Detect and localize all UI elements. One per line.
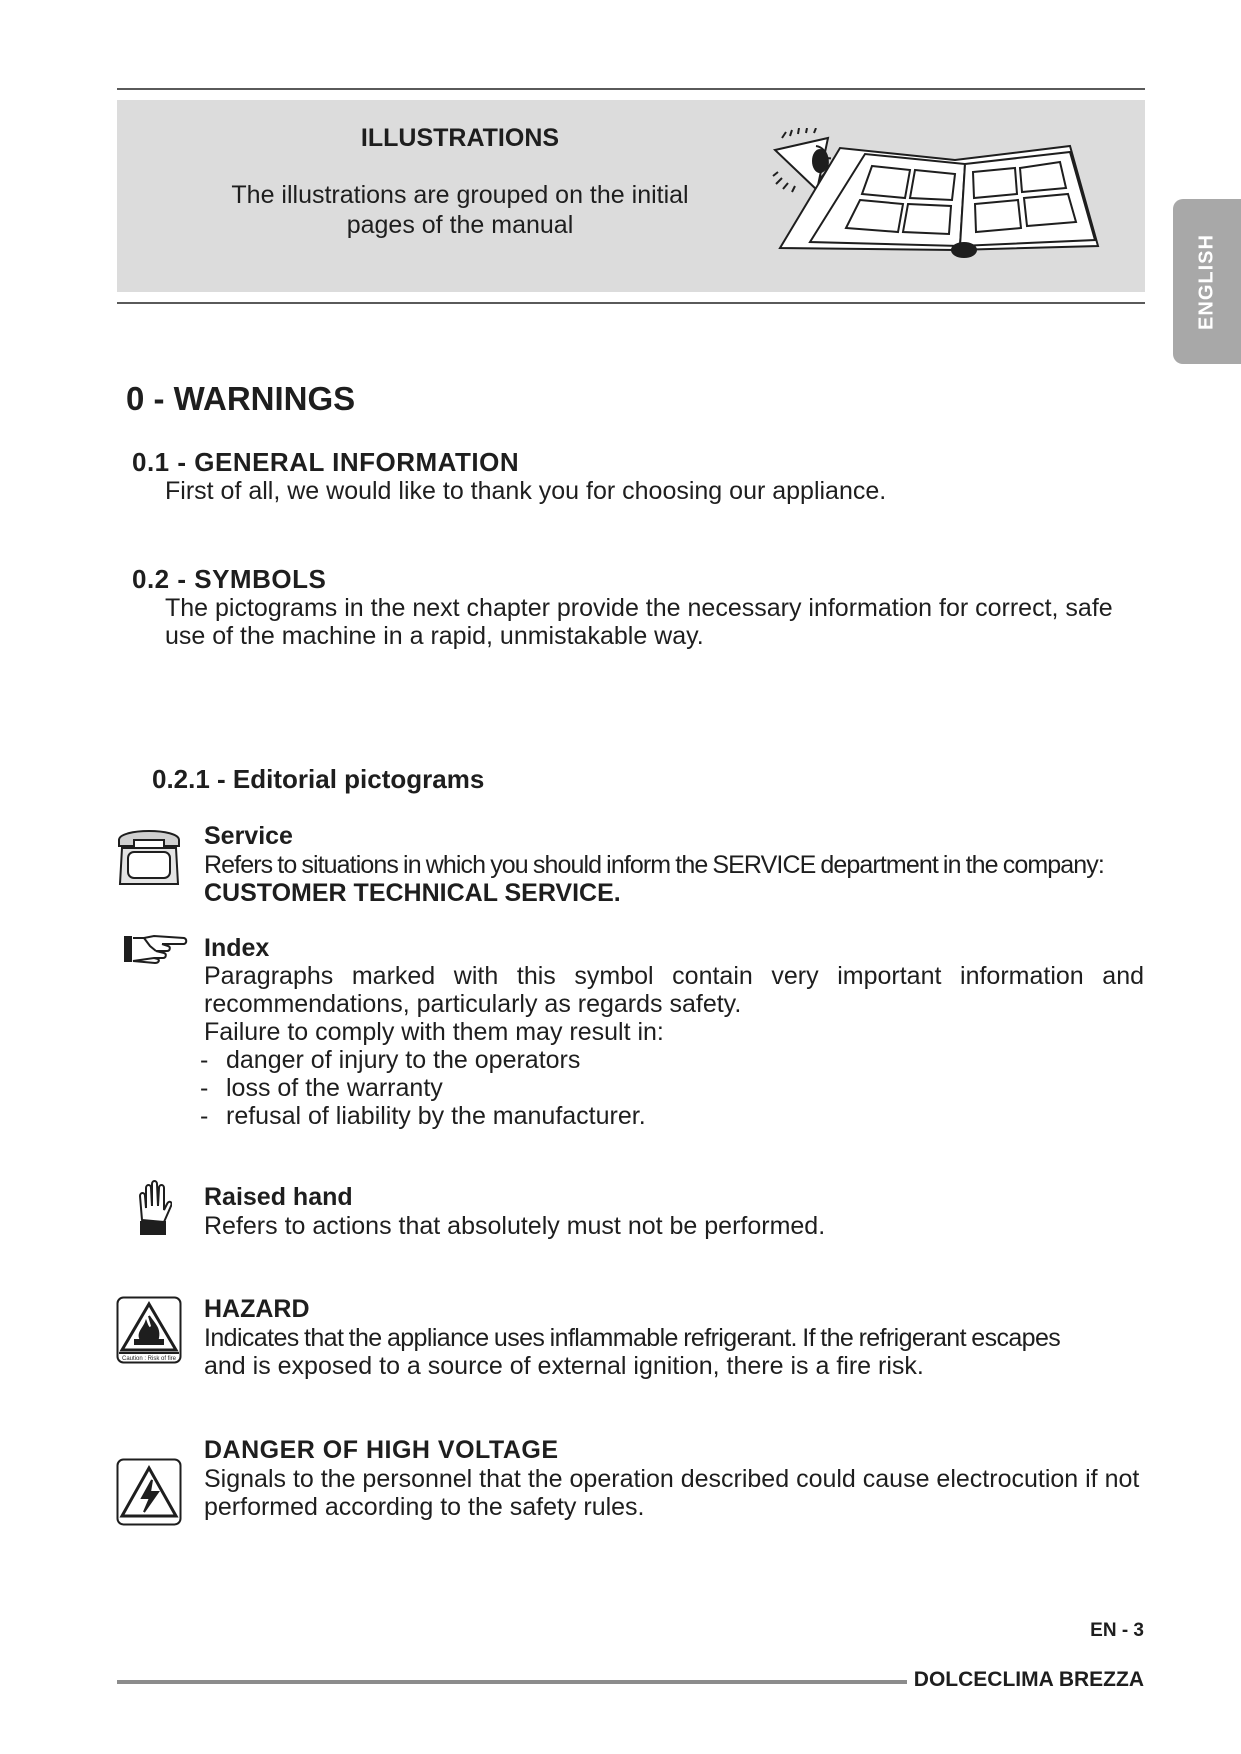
page-number: EN - 3 [1090, 1620, 1144, 1641]
eye-reading-book-icon [770, 128, 1120, 264]
fire-hazard-caption: Caution : Risk of fire [121, 1356, 177, 1362]
fire-hazard-icon [116, 1296, 182, 1364]
raised-hand-title: Raised hand [204, 1183, 353, 1211]
raised-hand-text: Refers to actions that absolutely must not be performed. [204, 1212, 826, 1240]
hazard-title: HAZARD [204, 1295, 310, 1323]
banner-top-rule [117, 88, 1145, 90]
high-voltage-text-line2: performed according to the safety rules. [204, 1493, 645, 1521]
hazard-text-line1: Indicates that the appliance uses inflammable refrigerant. If the refrigerant escapes [204, 1324, 1061, 1352]
language-tab-label: ENGLISH [1195, 233, 1218, 330]
symbols-text [165, 594, 1145, 650]
banner-bottom-rule [117, 302, 1145, 304]
index-text-line1: Paragraphs marked with this symbol contain very important information and [204, 962, 1144, 990]
footer-brand: DOLCECLIMA BREZZA [913, 1668, 1144, 1691]
pointing-hand-icon [124, 934, 188, 964]
service-text-line2: CUSTOMER TECHNICAL SERVICE. [204, 879, 621, 907]
illustrations-title: ILLUSTRATIONS [360, 124, 560, 152]
symbols-text-line1: The pictograms in the next chapter provide the necessary information for correct, safe [165, 594, 1113, 622]
hazard-text-line2: and is exposed to a source of external ignition, there is a fire risk. [204, 1352, 924, 1380]
telephone-icon [116, 826, 182, 888]
index-bullet-list [200, 1046, 1100, 1130]
symbols-heading: 0.2 - SYMBOLS [132, 564, 327, 594]
general-info-heading: 0.1 - GENERAL INFORMATION [132, 447, 520, 477]
language-tab[interactable] [1173, 199, 1241, 364]
service-text-line1: Refers to situations in which you should inform the SERVICE department in the company: [204, 851, 1104, 879]
illustrations-text-line2: pages of the manual [346, 211, 574, 239]
raised-hand-icon [134, 1180, 172, 1236]
index-text-line2: recommendations, particularly as regards safety. [204, 990, 742, 1018]
index-title: Index [204, 934, 270, 962]
symbols-text-line2: use of the machine in a rapid, unmistakable way. [165, 622, 704, 650]
high-voltage-title: DANGER OF HIGH VOLTAGE [204, 1436, 559, 1464]
footer-rule [117, 1680, 907, 1684]
hazard-text [204, 1324, 1144, 1380]
illustrations-text [210, 180, 710, 240]
service-title: Service [204, 822, 293, 850]
index-text-line3: Failure to comply with them may result in: [204, 1018, 664, 1046]
section-title: 0 - WARNINGS [126, 380, 356, 417]
high-voltage-icon [116, 1458, 182, 1526]
list-item: - danger of injury to the operators [200, 1046, 581, 1074]
service-text [204, 851, 1144, 907]
high-voltage-text [204, 1465, 1144, 1521]
editorial-heading: 0.2.1 - Editorial pictograms [152, 764, 485, 794]
list-item: - refusal of liability by the manufacturer. [200, 1102, 646, 1130]
index-text [204, 962, 1144, 1046]
general-info-text: First of all, we would like to thank you for choosing our appliance. [165, 477, 887, 505]
high-voltage-text-line1: Signals to the personnel that the operation described could cause electrocution if not [204, 1465, 1140, 1493]
illustrations-text-line1: The illustrations are grouped on the initial [231, 181, 689, 209]
list-item: - loss of the warranty [200, 1074, 443, 1102]
